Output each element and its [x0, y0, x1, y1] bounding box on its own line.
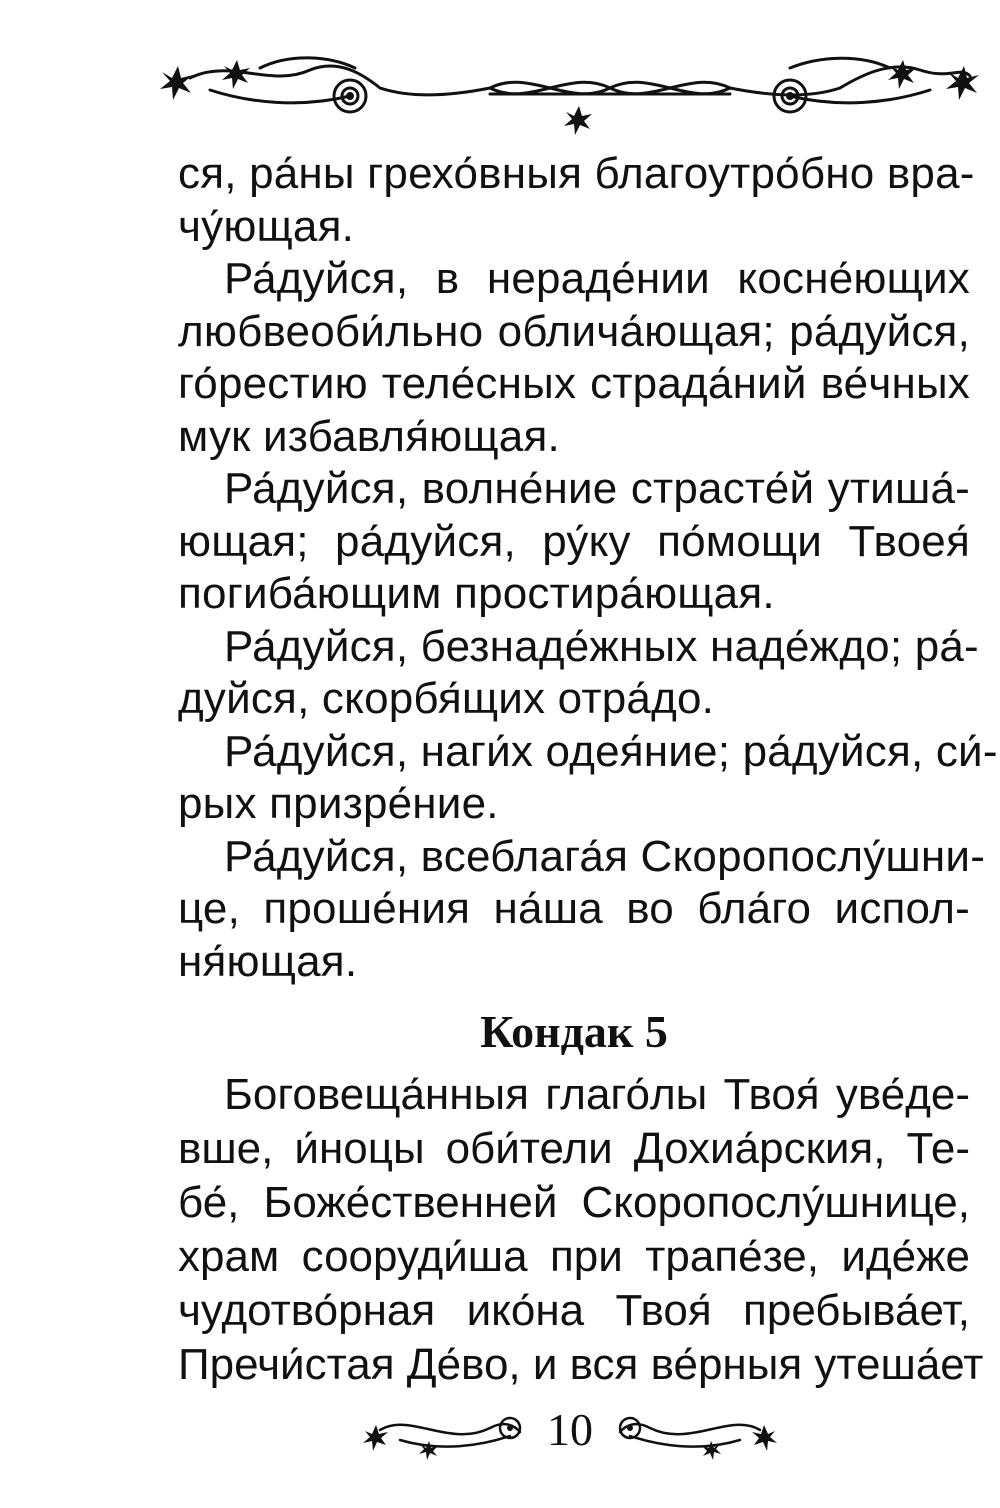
paragraph-raduisya — [178, 253, 970, 463]
text-line: ся, ра́ны грехо́вныя благоутро́бно вра- — [178, 149, 975, 198]
text-line: дуйся, скорбя́щих отра́до. — [178, 674, 715, 723]
paragraph-kondak — [178, 1068, 984, 1392]
text-line: Ра́дуйся, всеблага́я Скоропослу́шни- — [224, 831, 986, 881]
text-line: го́рестию теле́сных страда́ний ве́чных — [178, 359, 970, 408]
text-line: любвеоби́льно облича́ющая; ра́дуйся, — [178, 306, 970, 356]
paragraph-raduisya — [178, 621, 979, 726]
text-line: чудотво́рная ико́на Твоя́ пребыва́ет, — [178, 1286, 970, 1335]
text-line: Ра́дуйся, в нераде́нии косне́ющих — [224, 254, 970, 303]
text-line: чу́ющая. — [178, 201, 355, 251]
text-line: бе́, Боже́ственней Скоропослу́шнице, — [178, 1178, 970, 1227]
page-number: 10 — [547, 1404, 593, 1455]
text-line: Ра́дуйся, безнаде́жных наде́ждо; ра́- — [224, 621, 979, 671]
text-line: храм сооруди́ша при трапе́зе, иде́же — [178, 1232, 970, 1281]
text-line: ня́ющая. — [178, 936, 358, 986]
floral-scroll-footer-left-icon — [360, 1400, 530, 1460]
text-line: вше, и́ноцы оби́тели Дохиа́рския, Те- — [178, 1124, 970, 1173]
kondak-text-section — [178, 1068, 984, 1392]
floral-scroll-header-ornament — [150, 48, 980, 138]
floral-scroll-footer-right-icon — [610, 1400, 780, 1460]
text-line: Ра́дуйся, наги́х одея́ние; ра́дуйся, си́- — [224, 726, 998, 776]
paragraph-raduisya — [178, 831, 986, 989]
section-heading-kondak: Кондак 5 — [480, 1006, 668, 1057]
text-line: мук избавля́ющая. — [178, 411, 560, 461]
paragraph-raduisya — [178, 463, 970, 621]
text-line: Пречи́стая Де́во, и вся ве́рныя утеша́ет — [178, 1340, 984, 1389]
text-line: ющая; ра́дуйся, ру́ку по́мощи Твоея́ — [178, 516, 970, 566]
text-line: рых призре́ние. — [178, 779, 499, 828]
paragraph-continuation — [178, 148, 975, 253]
text-line: погиба́ющим простира́ющая. — [178, 569, 775, 618]
text-line: Ра́дуйся, волне́ние страсте́й утиша́- — [224, 464, 970, 513]
text-line: це, проше́ния на́ша во бла́го испол- — [178, 884, 970, 933]
text-line: Боговеща́нныя глаго́лы Твоя́ уве́де- — [224, 1070, 970, 1119]
prayer-text-section — [178, 148, 998, 988]
paragraph-raduisya — [178, 726, 998, 831]
page-footer — [360, 1400, 780, 1470]
